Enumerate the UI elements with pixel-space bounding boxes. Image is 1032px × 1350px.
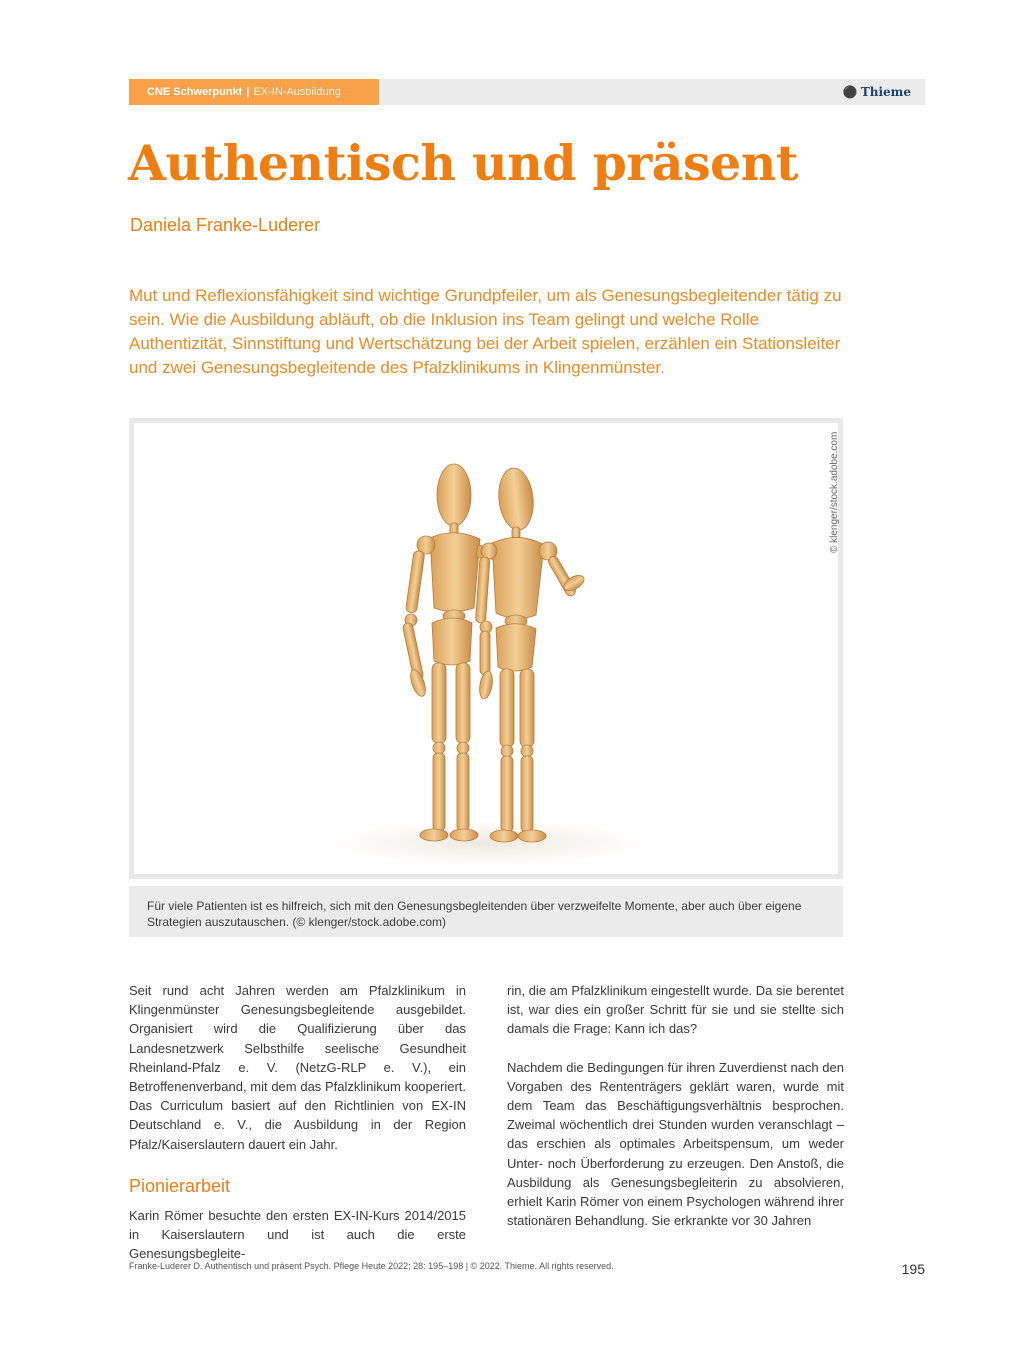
body-paragraph: Nachdem die Bedingungen für ihren Zuverdienst nach den Vorgaben des Rententrägers geklärt waren, wurde mit dem Team das Beschäftigungsverhältnis besprochen. Zweimal wöchentlich drei Stunden wurden veranschlagt – das erschien als optimales Arbeitspensum, um weder Unter- noch Überforderung zu erzeugen. Den Anstoß, die Ausbildung als Genesungsbegleiterin zu absolvieren, erhielt Karin Römer von einem Psychologen während ihrer stationären Behandlung. Sie erkrankte vor 30 Jahren <box>507 1059 844 1229</box>
right-mannequin <box>475 466 586 842</box>
section-separator: | <box>246 86 250 98</box>
wooden-mannequins-illustration <box>134 423 838 874</box>
page-number: 195 <box>901 1261 925 1277</box>
article-author: Daniela Franke-Luderer <box>130 215 321 235</box>
publisher-name: Thieme <box>860 85 911 99</box>
topic-label: EX-IN-Ausbildung <box>253 86 341 98</box>
section-subheading: Pionierarbeit <box>129 1175 231 1196</box>
image-credit: © klenger/stock.adobe.com <box>829 431 840 553</box>
thieme-logo-icon: ⚫ <box>842 85 858 99</box>
body-column-left <box>129 981 466 1264</box>
section-label: CNE Schwerpunkt <box>147 86 243 98</box>
article-title: Authentisch und präsent <box>128 134 798 192</box>
figure-frame <box>129 418 843 879</box>
body-column-right <box>507 981 844 1230</box>
article-lead: Mut und Reflexionsfähigkeit sind wichtige Grundpfeiler, um als Genesungsbegleitender tätig zu sein. Wie die Ausbildung abläuft, ob die Inklusion ins Team gelingt und welche Rolle Authentizität, Sinnstiftung und Wertschätzung bei der Arbeit spielen, erzählen ein Stationsleiter und zwei Genesungsbegleitende des Pfalzklinikums in Klingenmünster. <box>129 286 842 377</box>
header-bar <box>129 79 925 105</box>
body-paragraph: Karin Römer besuchte den ersten EX-IN-Kurs 2014/2015 in Kaiserslautern und ist auch die erste Genesungsbegleite- <box>129 1208 466 1262</box>
body-paragraph: rin, die am Pfalzklinikum eingestellt wurde. Da sie berentet ist, war dies ein großer Schritt für sie und sie stellte sich damals die Frage: Kann ich das? <box>507 983 844 1037</box>
figure-caption: Für viele Patienten ist es hilfreich, sich mit den Genesungsbegleitenden über verzweifelte Momente, aber auch über eigene Strategien auszutauschen. (© klenger/stock.adobe.com) <box>129 886 843 937</box>
body-paragraph: Seit rund acht Jahren werden am Pfalzklinikum in Klingenmünster Genesungsbegleitende ausgebildet. Organisiert wird die Qualifizierung über das Landesnetzwerk Selbsthilfe seelische Gesundheit Rheinland-Pfalz e. V. (NetzG-RLP e. V.), ein Betroffenenverband, mit dem das Pfalzklinikum kooperiert. Das Curriculum basiert auf den Richtlinien von EX-IN Deutschland e. V., die Ausbildung in der Region Pfalz/Kaiserslautern dauert ein Jahr. <box>129 983 466 1152</box>
footer-citation: Franke-Luderer D. Authentisch und präsent Psych. Pflege Heute 2022; 28: 195–198 | © 2022. Thieme. All rights reserved. <box>129 1261 614 1271</box>
section-tag <box>129 79 379 105</box>
publisher-logo <box>843 79 911 105</box>
figure-image <box>134 423 838 874</box>
